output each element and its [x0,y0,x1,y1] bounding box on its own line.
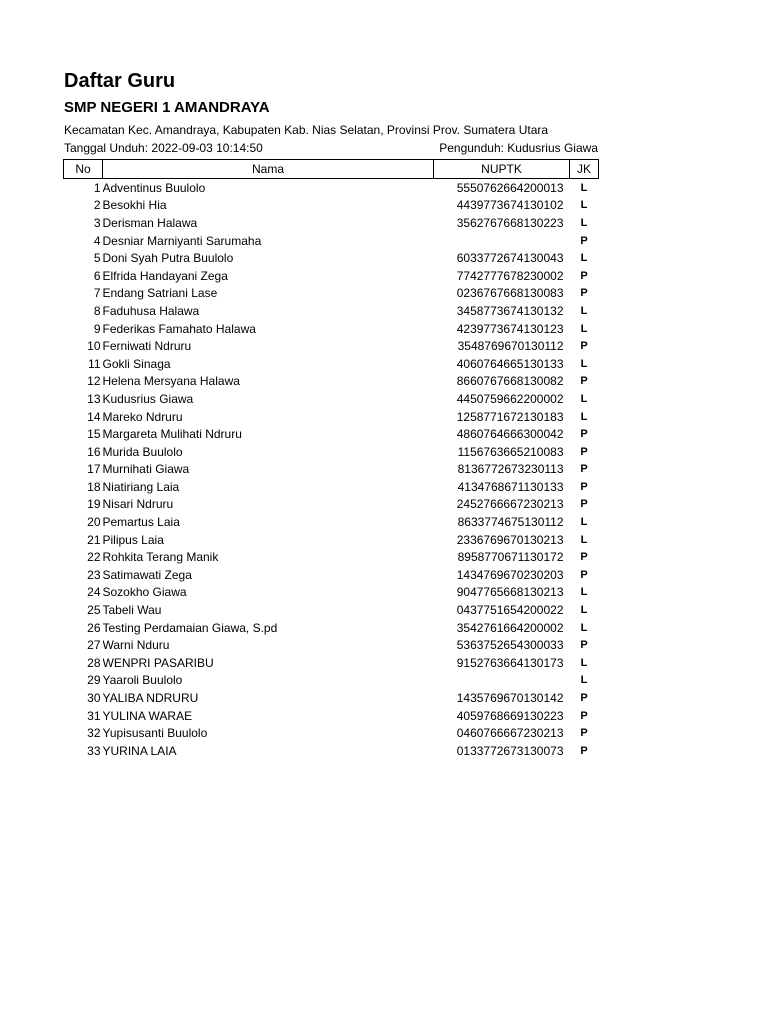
teacher-gender: L [580,586,588,599]
school-name: SMP NEGERI 1 AMANDRAYA [64,99,270,116]
table-row [64,742,599,760]
teacher-nuptk: 1156763665210083 [457,444,564,459]
teacher-name: YULINA WARAE [102,708,193,723]
teacher-name: WENPRI PASARIBU [102,655,214,670]
teacher-gender: L [580,533,588,546]
teacher-nuptk: 4060764665130133 [456,356,564,371]
teacher-nuptk: 5550762664200013 [456,180,564,195]
row-number: 8 [93,303,101,318]
teacher-nuptk: 4860764666300042 [456,427,564,442]
row-number: 1 [93,180,101,195]
row-number: 13 [87,391,101,406]
teacher-name: Pemartus Laia [102,515,180,530]
row-number: 29 [87,673,101,688]
row-number: 26 [87,620,101,635]
downloader: Pengunduh: Kudusrius Giawa [439,141,598,155]
teacher-name: Mareko Ndruru [102,409,183,424]
row-number: 23 [87,567,101,582]
teacher-gender: L [580,392,588,405]
teacher-gender: L [580,621,588,634]
teacher-gender: P [580,480,588,493]
row-number: 3 [93,215,101,230]
table-row [64,496,599,514]
row-number: 15 [87,427,101,442]
row-number: 31 [87,708,101,723]
row-number: 24 [87,585,101,600]
row-number: 10 [87,339,101,354]
row-number: 18 [87,479,101,494]
teacher-nuptk: 2336769670130213 [456,532,564,547]
teacher-gender: L [580,656,588,669]
teacher-gender: P [580,744,588,757]
teacher-gender: P [580,287,588,300]
teacher-gender: L [580,252,588,265]
teacher-nuptk: 4439773674130102 [456,198,564,213]
table-row [64,584,599,602]
table-row [64,390,599,408]
table-row [64,654,599,672]
row-number: 17 [87,462,101,477]
table-row [64,302,599,320]
row-number: 5 [93,251,101,266]
teacher-gender: P [580,498,588,511]
teacher-nuptk: 3542761664200002 [456,620,564,635]
teacher-gender: L [580,322,588,335]
teacher-name: Endang Satriani Lase [102,286,218,301]
row-number: 32 [87,726,101,741]
teacher-nuptk: 8660767668130082 [456,374,564,389]
column-header-no: No [64,160,103,179]
teacher-gender: P [580,445,588,458]
teacher-gender: P [580,234,588,247]
teacher-name: Adventinus Buulolo [102,180,206,195]
teacher-gender: L [580,410,588,423]
row-number: 6 [93,268,101,283]
teacher-name: Murnihati Giawa [102,462,190,477]
teacher-gender: P [580,727,588,740]
table-row [64,478,599,496]
table-row [64,672,599,690]
teacher-gender: P [580,709,588,722]
row-number: 22 [87,550,101,565]
teacher-name: Ferniwati Ndruru [102,339,192,354]
teacher-nuptk: 4134768671130133 [457,479,564,494]
table-row [64,619,599,637]
teacher-nuptk: 9152763664130173 [456,655,564,670]
teacher-gender: L [580,216,588,229]
table-row [64,232,599,250]
teacher-nuptk: 1434769670230203 [456,567,564,582]
teacher-nuptk: 5363752654300033 [456,638,564,653]
row-number: 7 [93,286,101,301]
table-row [64,320,599,338]
teacher-nuptk: 4239773674130123 [456,321,564,336]
teacher-nuptk: 0133772673130073 [456,743,564,758]
teacher-name: Faduhusa Halawa [102,303,200,318]
table-row [64,707,599,725]
row-number: 12 [87,374,101,389]
table-row [64,355,599,373]
column-header-nuptk: NUPTK [434,160,570,179]
table-row [64,513,599,531]
teacher-gender: L [580,357,588,370]
teacher-gender: L [580,304,588,317]
row-number: 14 [87,409,101,424]
teacher-name: Rohkita Terang Manik [102,550,219,565]
teacher-name: Sozokho Giawa [102,585,187,600]
column-header-jk: JK [570,160,599,179]
teacher-nuptk: 1435769670130142 [456,691,564,706]
teacher-gender: P [580,463,588,476]
teacher-name: Doni Syah Putra Buulolo [102,251,234,266]
download-info [64,141,598,157]
row-number: 33 [87,743,101,758]
row-number: 25 [87,603,101,618]
teacher-nuptk [434,672,570,690]
teacher-nuptk: 0460766667230213 [456,726,564,741]
teacher-name: Elfrida Handayani Zega [102,268,228,283]
teacher-name: Helena Mersyana Halawa [102,374,240,389]
row-number: 16 [87,444,101,459]
row-number: 2 [93,198,101,213]
teacher-nuptk [434,232,570,250]
teacher-name: Tabeli Wau [102,603,162,618]
teacher-gender: P [580,551,588,564]
table-row [64,443,599,461]
row-number: 28 [87,655,101,670]
teacher-name: Warni Nduru [102,638,170,653]
teacher-nuptk: 8136772673230113 [457,462,564,477]
teacher-name: Murida Buulolo [102,444,183,459]
teacher-name: Derisman Halawa [102,215,198,230]
teacher-name: Besokhi Hia [102,198,167,213]
table-row [64,566,599,584]
teacher-gender: P [580,692,588,705]
teacher-nuptk: 4059768669130223 [456,708,564,723]
table-row [64,408,599,426]
teacher-gender: P [580,568,588,581]
teacher-name: Niatiriang Laia [102,479,180,494]
row-number: 27 [87,638,101,653]
teacher-name: Kudusrius Giawa [102,391,194,406]
row-number: 9 [93,321,101,336]
table-row [64,337,599,355]
table-body [64,179,599,760]
table-row [64,724,599,742]
teacher-name: Gokli Sinaga [102,356,171,371]
teacher-nuptk: 3548769670130112 [457,339,564,354]
teacher-nuptk: 6033772674130043 [456,251,564,266]
row-number: 4 [93,233,101,248]
teacher-nuptk: 2452766667230213 [456,497,564,512]
table-row [64,601,599,619]
school-location: Kecamatan Kec. Amandraya, Kabupaten Kab. Nias Selatan, Provinsi Prov. Sumatera Utara [64,123,549,137]
teacher-name: Nisari Ndruru [102,497,174,512]
teacher-gender: L [580,604,588,617]
teacher-nuptk: 0437751654200022 [456,603,564,618]
table-row [64,285,599,303]
page-title: Daftar Guru [64,70,176,92]
row-number: 30 [87,691,101,706]
row-number: 19 [87,497,101,512]
teacher-nuptk: 8958770671130172 [457,550,564,565]
teacher-name: YURINA LAIA [102,743,177,758]
teacher-name: Satimawati Zega [102,567,192,582]
column-header-nama: Nama [103,160,434,179]
download-date: Tanggal Unduh: 2022-09-03 10:14:50 [64,141,263,155]
teacher-gender: L [580,516,588,529]
table-row [64,249,599,267]
table-row [64,179,599,197]
teacher-table [63,159,599,760]
teacher-gender: P [580,639,588,652]
teacher-gender: L [580,199,588,212]
table-header-row [64,160,599,179]
teacher-name: Yaaroli Buulolo [102,673,183,688]
teacher-gender: P [580,269,588,282]
teacher-name: Testing Perdamaian Giawa, S.pd [102,620,278,635]
teacher-nuptk: 0236767668130083 [456,286,564,301]
teacher-name: Yupisusanti Buulolo [102,726,208,741]
row-number: 20 [87,515,101,530]
teacher-nuptk: 4450759662200002 [456,391,564,406]
teacher-nuptk: 1258771672130183 [456,409,564,424]
teacher-name: Desniar Marniyanti Sarumaha [102,233,262,248]
teacher-gender: P [580,428,588,441]
teacher-name: Pilipus Laia [102,532,164,547]
table-row [64,267,599,285]
table-row [64,636,599,654]
teacher-nuptk: 7742777678230002 [456,268,564,283]
table-row [64,197,599,215]
teacher-gender: P [580,340,588,353]
teacher-nuptk: 3562767668130223 [456,215,564,230]
teacher-nuptk: 8633774675130112 [457,515,564,530]
teacher-gender: L [580,674,588,687]
row-number: 11 [88,356,101,371]
teacher-name: Margareta Mulihati Ndruru [102,427,242,442]
table-row [64,461,599,479]
teacher-nuptk: 3458773674130132 [456,303,564,318]
teacher-name: YALIBA NDRURU [102,691,199,706]
table-row [64,689,599,707]
teacher-gender: P [580,375,588,388]
table-row [64,373,599,391]
table-row [64,214,599,232]
teacher-gender: L [580,181,588,194]
table-row [64,548,599,566]
row-number: 21 [87,532,101,547]
table-row [64,425,599,443]
teacher-name: Federikas Famahato Halawa [102,321,256,336]
table-row [64,531,599,549]
teacher-nuptk: 9047765668130213 [456,585,564,600]
